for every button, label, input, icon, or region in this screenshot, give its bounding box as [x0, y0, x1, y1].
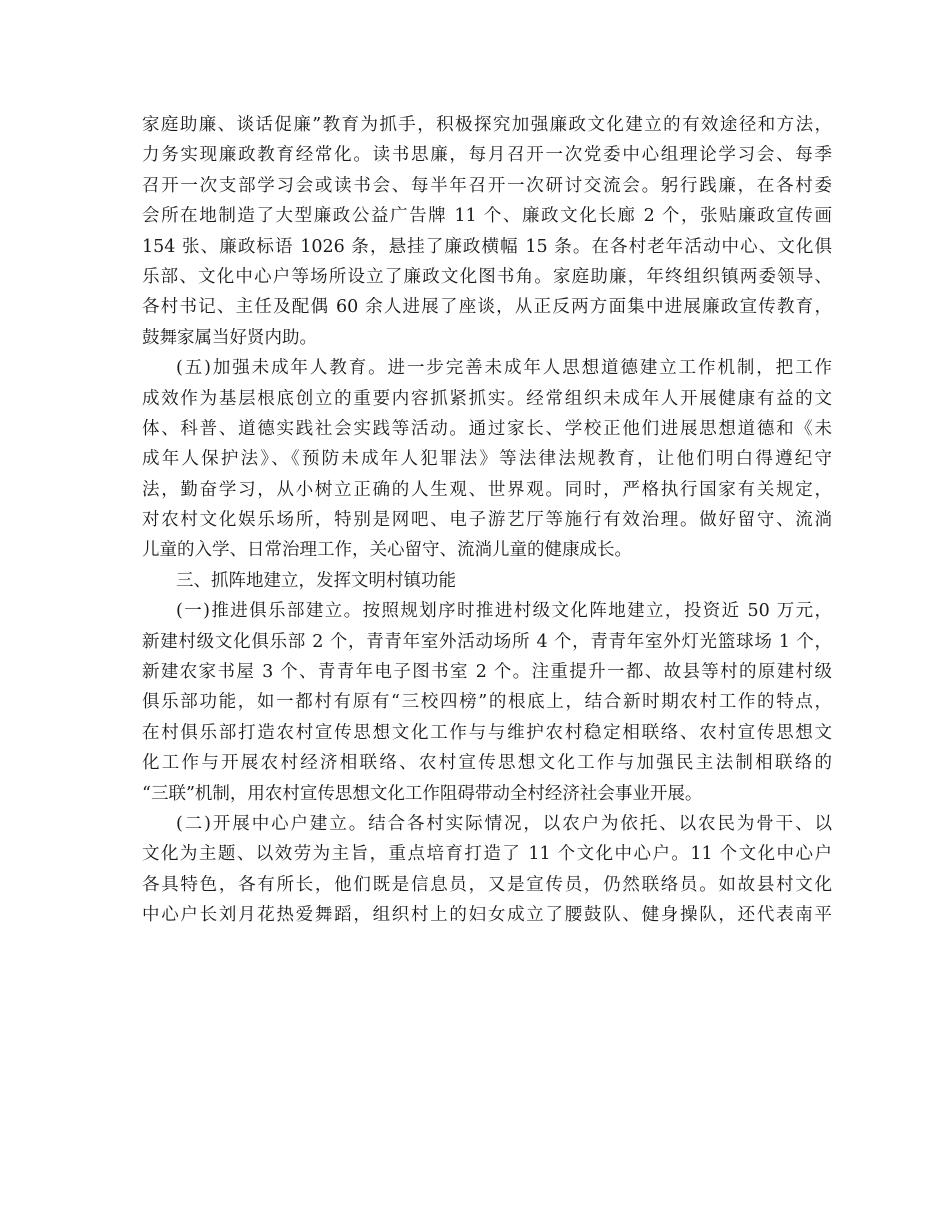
text-line: 鼓舞家属当好贤内助。 [142, 327, 317, 348]
text-line: 召开一次支部学习会或读书会、每半年召开一次研讨交流会。躬行践廉，在各村委 [142, 175, 832, 196]
text-line: 家庭助廉、谈话促廉”教育为抓手，积极探究加强廉政文化建立的有效途径和方法， [142, 115, 832, 135]
text-line: 文化为主题、以效劳为主旨，重点培育打造了 11 个文化中心户。11 个文化中心户 [142, 844, 832, 865]
text-line: 体、科普、道德实践社会实践等活动。通过家长、学校正他们进展思想道德和《未 [142, 418, 832, 439]
text-line: 对农村文化娱乐场所，特别是网吧、电子游艺厅等施行有效治理。做好留守、流淌 [142, 510, 832, 531]
text-line: 在村俱乐部打造农村宣传思想文化工作与与维护农村稳定相联络、农村宣传思想文 [142, 722, 832, 743]
document-page [142, 110, 832, 931]
text-line: 儿童的入学、日常治理工作，关心留守、流淌儿童的健康成长。 [142, 540, 632, 561]
text-line: 化工作与开展农村经济相联络、农村宣传思想文化工作与加强民主法制相联络的 [142, 753, 832, 774]
text-line: 会所在地制造了大型廉政公益广告牌 11 个、廉政文化长廊 2 个，张贴廉政宣传画 [142, 206, 832, 227]
text-line: 中心户长刘月花热爱舞蹈，组织村上的妇女成立了腰鼓队、健身操队，还代表南平 [142, 905, 832, 926]
text-line: (二)开展中心户建立。结合各村实际情况，以农户为依托、以农民为骨干、以 [176, 813, 832, 834]
paragraph-lianzheng [142, 110, 832, 353]
paragraph-club-construction [142, 596, 832, 809]
section-heading-text: 三、抓阵地建立，发挥文明村镇功能 [176, 570, 456, 591]
text-line: 力务实现廉政教育经常化。读书思廉，每月召开一次党委中心组理论学习会、每季 [142, 145, 832, 166]
text-line: 俱乐部功能，如一都村有原有“三校四榜”的根底上，结合新时期农村工作的特点， [142, 692, 832, 713]
paragraph-center-households [142, 809, 832, 931]
section-heading [142, 566, 832, 596]
text-line: 成年人保护法》、《预防未成年人犯罪法》等法律法规教育，让他们明白得遵纪守 [142, 449, 832, 470]
text-line: 各具特色，各有所长，他们既是信息员，又是宣传员，仍然联络员。如故县村文化 [142, 874, 832, 895]
text-line: 新建村级文化俱乐部 2 个，青青年室外活动场所 4 个，青青年室外灯光篮球场 1 个， [142, 631, 832, 652]
text-line: 各村书记、主任及配偶 60 余人进展了座谈，从正反两方面集中进展廉政宣传教育， [142, 297, 832, 318]
text-line: 154 张、廉政标语 1026 条，悬挂了廉政横幅 15 条。在各村老年活动中心、文化俱 [142, 236, 832, 257]
text-line: 成效作为基层根底创立的重要内容抓紧抓实。经常组织未成年人开展健康有益的文 [142, 388, 832, 409]
text-line: (五)加强未成年人教育。进一步完善未成年人思想道德建立工作机制，把工作 [176, 358, 832, 379]
text-line: 新建农家书屋 3 个、青青年电子图书室 2 个。注重提升一都、故县等村的原建村级 [142, 662, 832, 683]
text-line: “三联”机制，用农村宣传思想文化工作阻碍带动全村经济社会事业开展。 [142, 783, 703, 804]
text-line: 乐部、文化中心户等场所设立了廉政文化图书角。家庭助廉，年终组织镇两委领导、 [142, 266, 832, 287]
text-line: (一)推进俱乐部建立。按照规划序时推进村级文化阵地建立，投资近 50 万元， [176, 601, 832, 622]
paragraph-minors-education [142, 353, 832, 566]
text-line: 法，勤奋学习，从小树立正确的人生观、世界观。同时，严格执行国家有关规定， [142, 479, 832, 500]
